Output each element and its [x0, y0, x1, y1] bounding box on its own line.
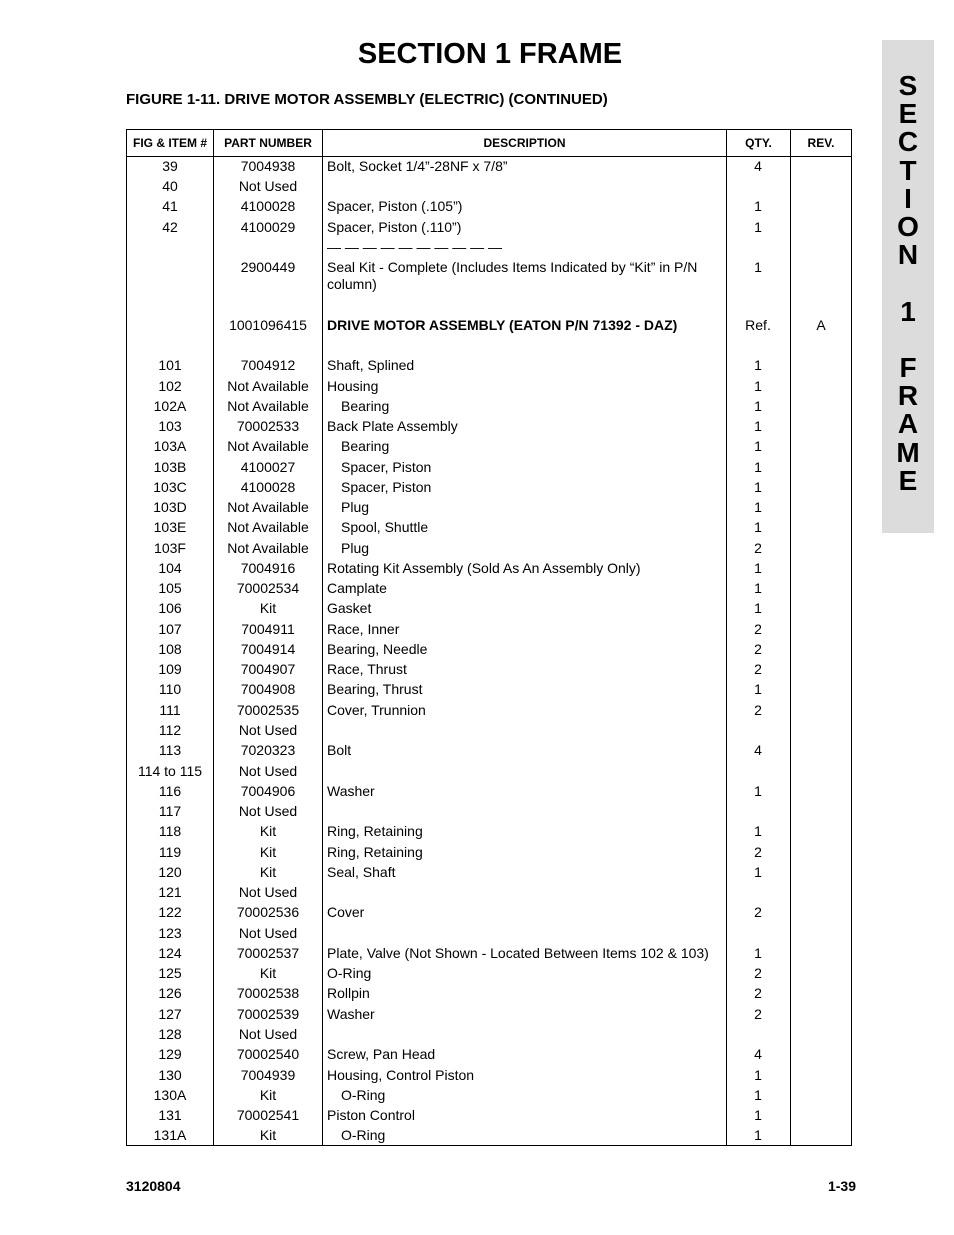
- cell-description: Seal, Shaft: [327, 864, 396, 880]
- cell-part-number: 7004938: [240, 158, 296, 174]
- parts-table: [126, 129, 852, 1146]
- cell-item-number: 102: [158, 378, 182, 394]
- cell-qty: 2: [754, 904, 762, 920]
- cell-part-number: 7004939: [240, 1067, 296, 1083]
- cell-qty: 1: [754, 438, 762, 454]
- cell-part-number: 70002535: [236, 702, 300, 718]
- page-title: SECTION 1 FRAME: [357, 38, 623, 70]
- cell-part-number: Kit: [259, 1127, 277, 1143]
- side-tab-letter: 1: [900, 295, 916, 327]
- cell-part-number: 70002533: [236, 418, 300, 434]
- cell-part-number: 7004912: [240, 357, 296, 373]
- cell-item-number: 127: [158, 1006, 182, 1022]
- cell-part-number: Kit: [259, 1087, 277, 1103]
- side-tab-letter: T: [899, 154, 917, 186]
- cell-description: Bearing: [341, 398, 390, 414]
- cell-description: Camplate: [327, 580, 387, 596]
- cell-description: Spacer, Piston: [341, 459, 432, 475]
- cell-qty: 1: [754, 681, 762, 697]
- cell-item-number: 131: [158, 1107, 182, 1123]
- column-divider: [322, 130, 323, 1145]
- cell-qty: 4: [754, 1046, 762, 1062]
- side-tab-letter: O: [897, 211, 919, 243]
- cell-qty: 1: [754, 357, 762, 373]
- cell-part-number: 70002540: [236, 1046, 300, 1062]
- cell-description: Bearing, Thrust: [327, 681, 423, 697]
- cell-item-number: 112: [158, 722, 182, 738]
- cell-part-number: 1001096415: [229, 317, 307, 333]
- cell-item-number: 117: [158, 803, 182, 819]
- side-tab-letter: E: [898, 98, 918, 130]
- cell-qty: 2: [754, 540, 762, 556]
- cell-qty: 1: [754, 459, 762, 475]
- page-number: 1-39: [827, 1178, 856, 1194]
- cell-qty: 1: [754, 259, 762, 275]
- side-tab-letter: C: [897, 126, 919, 158]
- cell-part-number: 7004906: [240, 783, 296, 799]
- cell-part-number: Not Available: [227, 378, 309, 394]
- cell-part-number: Not Used: [238, 1026, 298, 1042]
- cell-description: Ring, Retaining: [327, 823, 423, 839]
- cell-part-number: 70002536: [236, 904, 300, 920]
- section-side-tab: [882, 40, 934, 533]
- cell-description: Race, Thrust: [327, 661, 407, 677]
- cell-part-number: Not Available: [227, 499, 309, 515]
- cell-part-number: Not Used: [238, 722, 298, 738]
- cell-item-number: 121: [158, 884, 182, 900]
- cell-item-number: 101: [158, 357, 182, 373]
- side-tab-letter: N: [897, 239, 919, 271]
- cell-qty: 1: [754, 823, 762, 839]
- cell-description: Bolt: [327, 742, 352, 758]
- side-tab-letter: S: [898, 70, 918, 101]
- cell-item-number: 120: [158, 864, 182, 880]
- cell-description: Housing, Control Piston: [327, 1067, 475, 1083]
- cell-qty: 1: [754, 580, 762, 596]
- figure-title: FIGURE 1-11. DRIVE MOTOR ASSEMBLY (ELECTRIC) (CONTINUED): [126, 91, 608, 108]
- cell-item-number: 109: [158, 661, 182, 677]
- cell-description: Back Plate Assembly: [327, 418, 458, 434]
- cell-part-number: Not Available: [227, 540, 309, 556]
- cell-part-number: Not Available: [227, 438, 309, 454]
- cell-qty: 1: [754, 600, 762, 616]
- header-part-number: PART NUMBER: [224, 136, 312, 150]
- cell-item-number: 103B: [153, 459, 187, 475]
- cell-qty: 1: [754, 864, 762, 880]
- cell-qty: 4: [754, 742, 762, 758]
- cell-item-number: 119: [158, 844, 182, 860]
- cell-item-number: 110: [158, 681, 182, 697]
- cell-qty: 1: [754, 219, 762, 235]
- cell-qty: 1: [754, 198, 762, 214]
- cell-part-number: Kit: [259, 844, 277, 860]
- cell-description: Bearing: [341, 438, 390, 454]
- cell-item-number: 124: [158, 945, 182, 961]
- cell-item-number: 125: [158, 965, 182, 981]
- cell-item-number: 103D: [153, 499, 187, 515]
- cell-item-number: 130A: [153, 1087, 187, 1103]
- cell-qty: 1: [754, 945, 762, 961]
- cell-part-number: 70002534: [236, 580, 300, 596]
- header-description: DESCRIPTION: [483, 136, 566, 150]
- cell-part-number: 7004911: [241, 621, 295, 637]
- cell-qty: 1: [754, 479, 762, 495]
- cell-part-number: Kit: [259, 823, 277, 839]
- cell-description: Shaft, Splined: [327, 357, 415, 373]
- cell-item-number: 105: [158, 580, 182, 596]
- side-tab-letter: R: [897, 380, 919, 412]
- cell-description: Washer: [327, 783, 375, 799]
- cell-item-number: 103F: [154, 540, 186, 556]
- cell-qty: 1: [754, 783, 762, 799]
- cell-description: Spool, Shuttle: [341, 519, 429, 535]
- cell-qty: 2: [754, 965, 762, 981]
- cell-qty: 4: [754, 158, 762, 174]
- cell-description: O-Ring: [341, 1087, 386, 1103]
- cell-qty: 1: [754, 1087, 762, 1103]
- cell-item-number: 39: [162, 158, 178, 174]
- cell-qty: Ref.: [745, 317, 771, 333]
- cell-item-number: 103C: [153, 479, 187, 495]
- cell-description: Ring, Retaining: [327, 844, 423, 860]
- cell-description: Spacer, Piston (.110”): [327, 219, 462, 235]
- side-tab-letter: E: [898, 464, 918, 496]
- cell-qty: 1: [754, 519, 762, 535]
- cell-qty: 1: [754, 1107, 762, 1123]
- cell-description: Plate, Valve (Not Shown - Located Between Items 102 & 103): [327, 945, 709, 961]
- column-divider: [790, 130, 791, 1145]
- side-tab-letter: A: [897, 408, 919, 440]
- cell-item-number: 129: [158, 1046, 182, 1062]
- cell-part-number: 7004914: [240, 641, 296, 657]
- cell-part-number: Kit: [259, 864, 277, 880]
- cell-part-number: Not Used: [238, 925, 298, 941]
- side-tab-spacer: [882, 269, 934, 297]
- cell-part-number: 70002539: [236, 1006, 300, 1022]
- cell-description: Spacer, Piston: [341, 479, 432, 495]
- cell-description: Plug: [341, 540, 370, 556]
- cell-item-number: 103: [158, 418, 182, 434]
- cell-item-number: 122: [158, 904, 182, 920]
- cell-part-number: Not Used: [238, 884, 298, 900]
- cell-description: Cover: [327, 904, 365, 920]
- cell-description: Seal Kit - Complete (Includes Items Indicated by “Kit” in P/N column): [327, 259, 698, 292]
- cell-part-number: 70002538: [236, 985, 300, 1001]
- cell-qty: 2: [754, 844, 762, 860]
- cell-item-number: 108: [158, 641, 182, 657]
- document-number: 3120804: [126, 1178, 181, 1194]
- side-tab-spacer: [882, 326, 934, 354]
- cell-item-number: 103A: [153, 438, 187, 454]
- cell-item-number: 40: [162, 178, 178, 194]
- cell-qty: 2: [754, 621, 762, 637]
- cell-qty: 1: [754, 1127, 762, 1143]
- cell-qty: 2: [754, 661, 762, 677]
- cell-item-number: 42: [162, 219, 178, 235]
- cell-part-number: Not Used: [238, 178, 298, 194]
- side-tab-letter: M: [896, 436, 920, 468]
- cell-item-number: 113: [158, 742, 182, 758]
- cell-item-number: 126: [158, 985, 182, 1001]
- cell-description: O-Ring: [327, 965, 372, 981]
- cell-part-number: Not Used: [238, 763, 298, 779]
- cell-part-number: 70002541: [236, 1107, 300, 1123]
- side-tab-letter: F: [899, 352, 917, 384]
- cell-part-number: Kit: [259, 965, 277, 981]
- cell-item-number: 128: [158, 1026, 182, 1042]
- cell-description: Spacer, Piston (.105”): [327, 198, 463, 214]
- cell-part-number: 7004916: [240, 560, 296, 576]
- cell-item-number: 123: [158, 925, 182, 941]
- cell-description: Piston Control: [327, 1107, 415, 1123]
- cell-rev: A: [816, 317, 826, 333]
- cell-description: O-Ring: [341, 1127, 386, 1143]
- cell-description: Race, Inner: [327, 621, 400, 637]
- cell-part-number: 4100028: [240, 479, 296, 495]
- cell-part-number: Not Used: [238, 803, 298, 819]
- cell-qty: 2: [754, 702, 762, 718]
- cell-item-number: 118: [158, 823, 182, 839]
- cell-part-number: 7004907: [240, 661, 296, 677]
- cell-item-number: 130: [158, 1067, 182, 1083]
- cell-description: Screw, Pan Head: [327, 1046, 436, 1062]
- cell-item-number: 102A: [153, 398, 187, 414]
- cell-item-number: 116: [158, 783, 182, 799]
- cell-item-number: 107: [158, 621, 182, 637]
- cell-qty: 1: [754, 398, 762, 414]
- cell-part-number: 2900449: [240, 259, 296, 275]
- side-tab-letter: I: [904, 182, 912, 214]
- cell-description: Bolt, Socket 1/4”-28NF x 7/8”: [327, 158, 508, 174]
- cell-part-number: Not Available: [227, 519, 309, 535]
- cell-qty: 1: [754, 560, 762, 576]
- cell-part-number: 7020323: [240, 742, 296, 758]
- cell-part-number: 70002537: [236, 945, 300, 961]
- cell-qty: 2: [754, 641, 762, 657]
- header-rev: REV.: [807, 136, 835, 150]
- cell-qty: 2: [754, 985, 762, 1001]
- cell-part-number: Not Available: [227, 398, 309, 414]
- cell-item-number: 111: [159, 702, 181, 718]
- cell-description: Bearing, Needle: [327, 641, 428, 657]
- cell-item-number: 131A: [153, 1127, 187, 1143]
- cell-description: Rotating Kit Assembly (Sold As An Assembly Only): [327, 560, 641, 576]
- cell-qty: 1: [754, 1067, 762, 1083]
- cell-qty: 1: [754, 499, 762, 515]
- cell-part-number: 4100028: [240, 198, 296, 214]
- cell-description: DRIVE MOTOR ASSEMBLY (EATON P/N 71392 - DAZ): [327, 317, 678, 333]
- cell-description: — — — — — — — — — —: [327, 239, 503, 255]
- header-divider: [127, 156, 851, 157]
- cell-qty: 2: [754, 1006, 762, 1022]
- cell-item-number: 104: [158, 560, 182, 576]
- cell-qty: 1: [754, 418, 762, 434]
- side-tab-letters: [882, 72, 934, 495]
- cell-description: Washer: [327, 1006, 375, 1022]
- cell-part-number: 4100027: [240, 459, 296, 475]
- cell-description: Housing: [327, 378, 379, 394]
- cell-item-number: 103E: [153, 519, 187, 535]
- cell-item-number: 41: [162, 198, 178, 214]
- cell-part-number: 4100029: [240, 219, 296, 235]
- cell-item-number: 114 to 115: [137, 763, 203, 779]
- cell-part-number: 7004908: [240, 681, 296, 697]
- cell-description: Gasket: [327, 600, 372, 616]
- cell-qty: 1: [754, 378, 762, 394]
- cell-part-number: Kit: [259, 600, 277, 616]
- cell-item-number: 106: [158, 600, 182, 616]
- header-qty: QTY.: [745, 136, 772, 150]
- cell-description: Cover, Trunnion: [327, 702, 426, 718]
- cell-description: Plug: [341, 499, 370, 515]
- cell-description: Rollpin: [327, 985, 370, 1001]
- header-fig-item: FIG & ITEM #: [132, 136, 207, 150]
